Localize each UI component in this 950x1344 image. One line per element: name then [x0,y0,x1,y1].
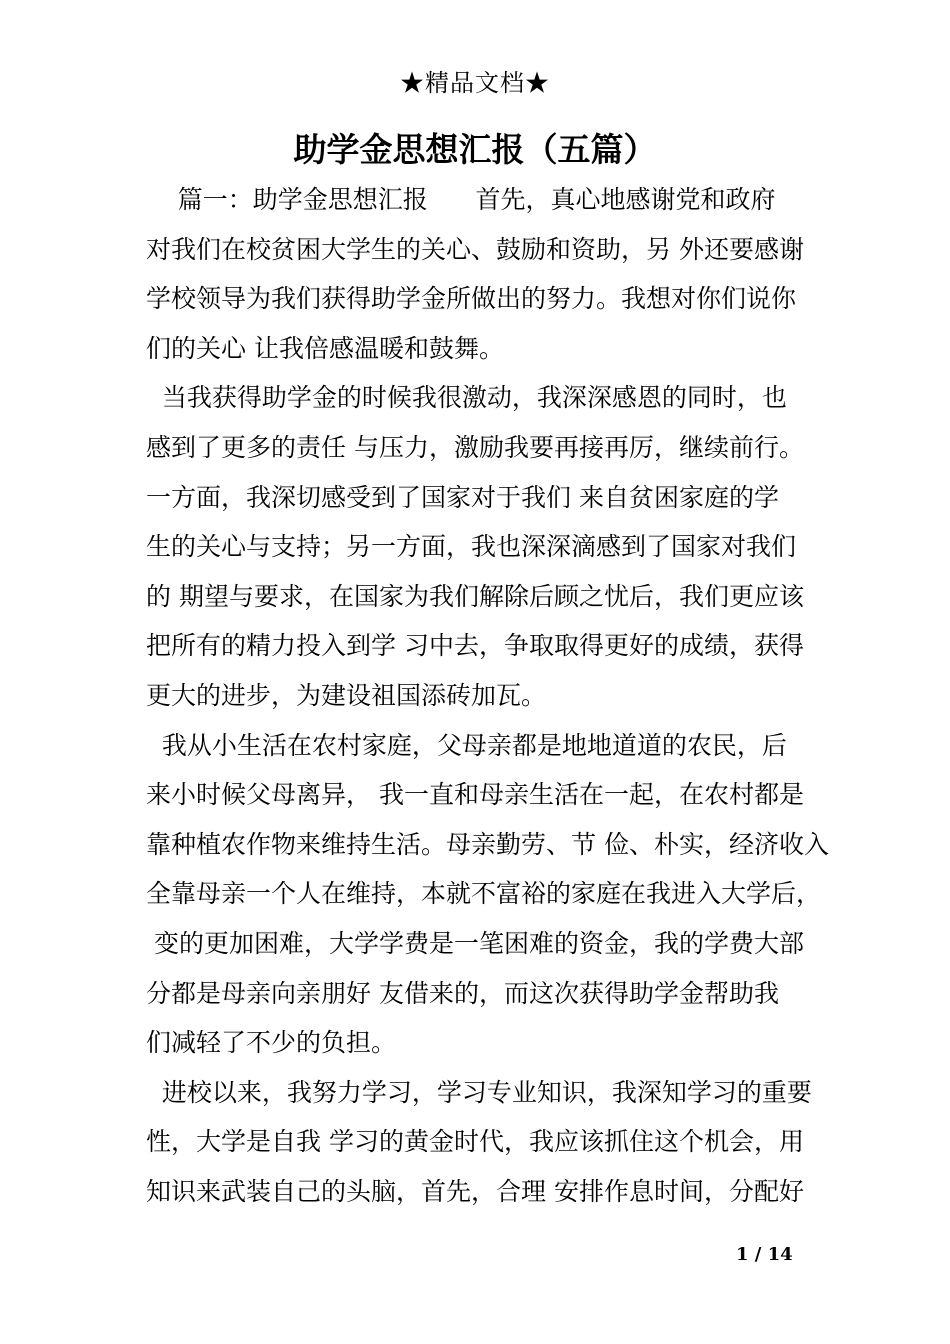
body-line: 全靠母亲一个人在维持，本就不富裕的家庭在我进入大学后， [146,879,822,909]
body-line: 生的关心与支持；另一方面，我也深深滴感到了国家对我们 [146,532,797,562]
header-mark: ★精品文档★ [400,69,550,97]
body-line: 篇一：助学金思想汇报 首先，真心地感谢党和政府 [146,185,776,214]
body-line: 我从小生活在农村家庭，父母亲都是地地道道的农民，后 [146,730,787,760]
body-line: 对我们在校贫困大学生的关心、鼓励和资助，另 外还要感谢 [146,234,804,264]
body-line: 把所有的精力投入到学 习中去，争取取得更好的成绩，获得 [146,631,804,661]
document-body [146,180,829,1221]
body-line: 一方面，我深切感受到了国家对于我们 来自贫困家庭的学 [146,482,779,512]
body-line: 的 期望与要求，在国家为我们解除后顾之忧后，我们更应该 [146,581,804,611]
body-line: 更大的进步，为建设祖国添砖加瓦。 [146,680,547,710]
body-line: 来小时候父母离异， 我一直和母亲生活在一起，在农村都是 [146,780,804,810]
body-line: 性，大学是自我 学习的黄金时代，我应该抓住这个机会，用 [146,1127,804,1157]
body-line: 变的更加困难，大学学费是一笔困难的资金，我的学费大部 [146,928,804,958]
page-number: 1 / 14 [736,1244,793,1265]
body-line: 们的关心 让我倍感温暖和鼓舞。 [146,333,504,363]
body-line: 靠种植农作物来维持生活。母亲勤劳、节 俭、朴实，经济收入 [146,829,829,859]
body-line: 感到了更多的责任 与压力，激励我要再接再厉，继续前行。 [146,432,804,462]
document-title: 助学金思想汇报（五篇） [293,130,657,169]
body-line: 分都是母亲向亲朋好 友借来的，而这次获得助学金帮助我 [146,978,779,1008]
body-line: 们减轻了不少的负担。 [146,1028,397,1058]
body-line: 知识来武装自己的头脑，首先，合理 安排作息时间，分配好 [146,1176,804,1206]
body-line: 当我获得助学金的时候我很激动，我深深感恩的同时，也 [146,383,787,413]
body-line: 进校以来，我努力学习，学习专业知识，我深知学习的重要 [146,1077,812,1107]
body-line: 学校领导为我们获得助学金所做出的努力。我想对你们说你 [146,284,797,314]
